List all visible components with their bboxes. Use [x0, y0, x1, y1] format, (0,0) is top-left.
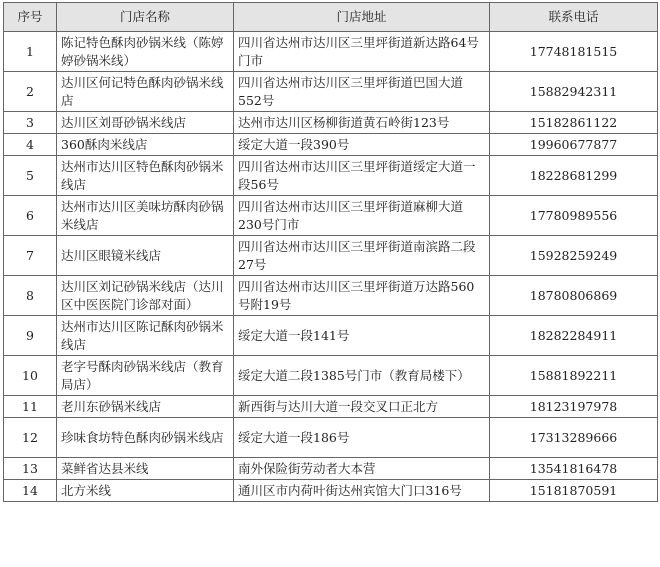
row-number: 6: [4, 196, 57, 236]
row-phone: 17313289666: [490, 418, 658, 458]
row-store-address: 南外保险街劳动者大本营: [234, 458, 490, 480]
row-store-address: 四川省达州市达川区三里坪街道绥定大道一段56号: [234, 156, 490, 196]
row-store-address: 四川省达州市达川区三里坪街道新达路64号门市: [234, 32, 490, 72]
store-table: [3, 2, 658, 502]
table-row: [4, 156, 658, 196]
header-store-name: 门店名称: [57, 3, 234, 32]
row-phone: 17748181515: [490, 32, 658, 72]
row-store-name: 珍味食坊特色酥肉砂锅米线店: [57, 418, 234, 458]
row-store-address: 通川区市内荷叶街达州宾馆大门口316号: [234, 480, 490, 502]
table-row: [4, 396, 658, 418]
table-row: [4, 112, 658, 134]
row-store-name: 达州市达川区特色酥肉砂锅米线店: [57, 156, 234, 196]
header-serial-number: 序号: [4, 3, 57, 32]
table-row: [4, 32, 658, 72]
row-number: 4: [4, 134, 57, 156]
row-phone: 18780806869: [490, 276, 658, 316]
row-number: 12: [4, 418, 57, 458]
row-store-name: 达川区何记特色酥肉砂锅米线店: [57, 72, 234, 112]
row-phone: 15881892211: [490, 356, 658, 396]
row-store-address: 四川省达州市达川区三里坪街道万达路560号附19号: [234, 276, 490, 316]
row-store-address: 四川省达州市达川区三里坪街道南滨路二段27号: [234, 236, 490, 276]
table-row: [4, 418, 658, 458]
row-phone: 15928259249: [490, 236, 658, 276]
row-number: 13: [4, 458, 57, 480]
row-store-address: 绥定大道一段390号: [234, 134, 490, 156]
row-phone: 17780989556: [490, 196, 658, 236]
row-number: 9: [4, 316, 57, 356]
header-phone: 联系电话: [490, 3, 658, 32]
row-number: 14: [4, 480, 57, 502]
row-phone: 13541816478: [490, 458, 658, 480]
row-store-address: 四川省达州市达川区三里坪街道麻柳大道230号门市: [234, 196, 490, 236]
table-header: [4, 3, 658, 32]
row-store-address: 绥定大道二段1385号门市（教育局楼下）: [234, 356, 490, 396]
row-store-address: 新西街与达川大道一段交叉口正北方: [234, 396, 490, 418]
row-phone: 19960677877: [490, 134, 658, 156]
row-store-name: 老川东砂锅米线店: [57, 396, 234, 418]
row-store-name: 达州市达川区美味坊酥肉砂锅米线店: [57, 196, 234, 236]
row-store-name: 达川区刘记砂锅米线店（达川区中医医院门诊部对面）: [57, 276, 234, 316]
table-row: [4, 236, 658, 276]
table-body: [4, 32, 658, 502]
row-number: 7: [4, 236, 57, 276]
row-store-address: 四川省达州市达川区三里坪街道巴国大道552号: [234, 72, 490, 112]
row-number: 5: [4, 156, 57, 196]
row-number: 8: [4, 276, 57, 316]
table-row: [4, 480, 658, 502]
row-number: 1: [4, 32, 57, 72]
row-store-address: 绥定大道一段141号: [234, 316, 490, 356]
row-phone: 15181870591: [490, 480, 658, 502]
row-store-name: 老字号酥肉砂锅米线店（教育局店）: [57, 356, 234, 396]
row-number: 10: [4, 356, 57, 396]
row-store-name: 菜鲜省达县米线: [57, 458, 234, 480]
table-row: [4, 134, 658, 156]
row-number: 11: [4, 396, 57, 418]
row-store-name: 达州市达川区陈记酥肉砂锅米线店: [57, 316, 234, 356]
row-phone: 15182861122: [490, 112, 658, 134]
row-store-name: 北方米线: [57, 480, 234, 502]
row-store-name: 达川区眼镜米线店: [57, 236, 234, 276]
row-phone: 18123197978: [490, 396, 658, 418]
row-phone: 15882942311: [490, 72, 658, 112]
header-row: [4, 3, 658, 32]
row-store-address: 达州市达川区杨柳街道黄石岭街123号: [234, 112, 490, 134]
row-store-address: 绥定大道一段186号: [234, 418, 490, 458]
row-number: 2: [4, 72, 57, 112]
row-number: 3: [4, 112, 57, 134]
row-phone: 18228681299: [490, 156, 658, 196]
header-store-address: 门店地址: [234, 3, 490, 32]
row-phone: 18282284911: [490, 316, 658, 356]
table-row: [4, 276, 658, 316]
table-row: [4, 72, 658, 112]
row-store-name: 360酥肉米线店: [57, 134, 234, 156]
row-store-name: 陈记特色酥肉砂锅米线（陈婷婷砂锅米线）: [57, 32, 234, 72]
table-row: [4, 196, 658, 236]
table-row: [4, 316, 658, 356]
table-row: [4, 458, 658, 480]
table-row: [4, 356, 658, 396]
row-store-name: 达川区刘哥砂锅米线店: [57, 112, 234, 134]
